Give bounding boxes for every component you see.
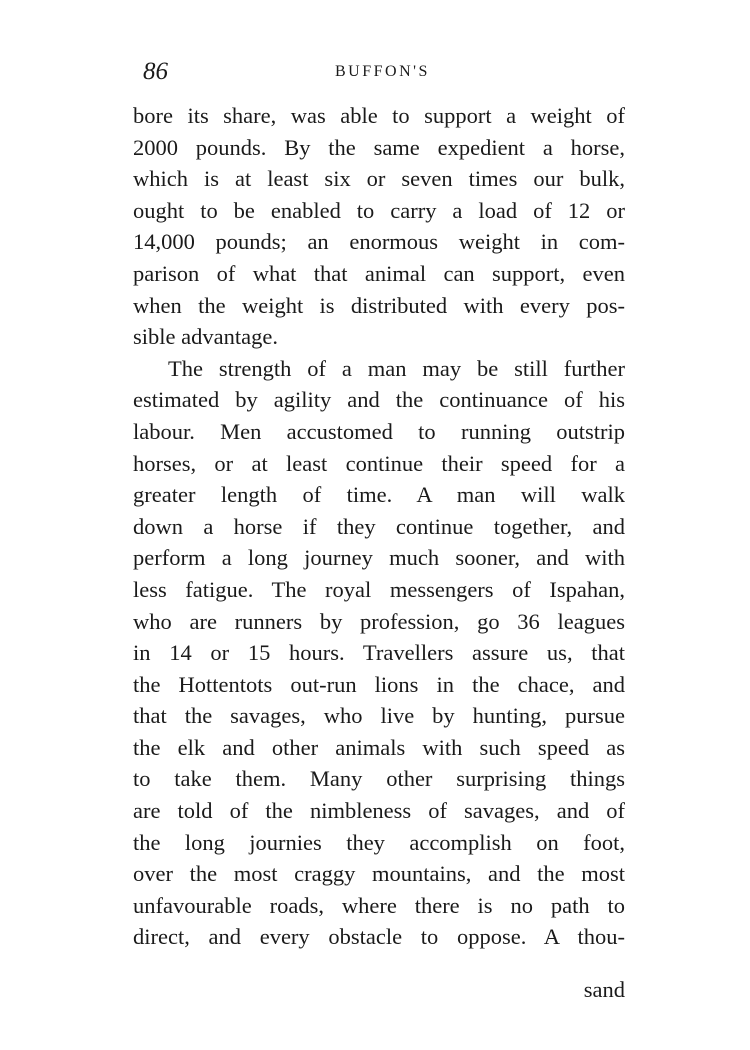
text-line: the elk and other animals with such speed as — [133, 734, 625, 760]
text-line: perform a long journey much sooner, and with — [133, 545, 625, 571]
text-line: estimated by agility and the continuance of his — [133, 387, 625, 413]
text-line: labour. Men accustomed to running outstrip — [133, 418, 625, 444]
text-line: sible advantage. — [133, 324, 278, 350]
running-head: BUFFON'S — [335, 63, 430, 80]
text-line: that the savages, who live by hunting, pursue — [133, 703, 625, 729]
text-line: the long journies they accomplish on foot, — [133, 829, 625, 855]
text-line: which is at least six or seven times our bulk, — [133, 166, 625, 192]
text-line: 2000 pounds. By the same expedient a horse, — [133, 134, 625, 160]
text-line: who are runners by profession, go 36 leagues — [133, 608, 625, 634]
body-text — [133, 100, 625, 953]
text-line: bore its share, was able to support a weight of — [133, 103, 625, 128]
text-line: unfavourable roads, where there is no path to — [133, 892, 625, 918]
page-number: 86 — [143, 58, 168, 85]
text-line: when the weight is distributed with every pos- — [133, 292, 625, 318]
text-line: in 14 or 15 hours. Travellers assure us, that — [133, 640, 625, 666]
text-line: ought to be enabled to carry a load of 12 or — [133, 197, 625, 223]
text-line: down a horse if they continue together, and — [133, 513, 625, 539]
text-line: parison of what that animal can support, even — [133, 260, 625, 286]
text-line: horses, or at least continue their speed for a — [133, 450, 625, 476]
text-line: are told of the nimbleness of savages, and of — [133, 798, 625, 824]
text-line: the Hottentots out-run lions in the chace, and — [133, 671, 625, 697]
text-line: 14,000 pounds; an enormous weight in com- — [133, 229, 625, 255]
page-header — [135, 58, 625, 92]
text-line: less fatigue. The royal messengers of Ispahan, — [133, 576, 625, 602]
text-line: over the most craggy mountains, and the most — [133, 861, 625, 887]
catchword: sand — [583, 977, 625, 1002]
paragraph-start-line: The strength of a man may be still further — [168, 355, 625, 381]
text-line: to take them. Many other surprising things — [133, 766, 625, 792]
text-line: direct, and every obstacle to oppose. A thou- — [133, 924, 625, 950]
text-line: greater length of time. A man will walk — [133, 482, 625, 508]
